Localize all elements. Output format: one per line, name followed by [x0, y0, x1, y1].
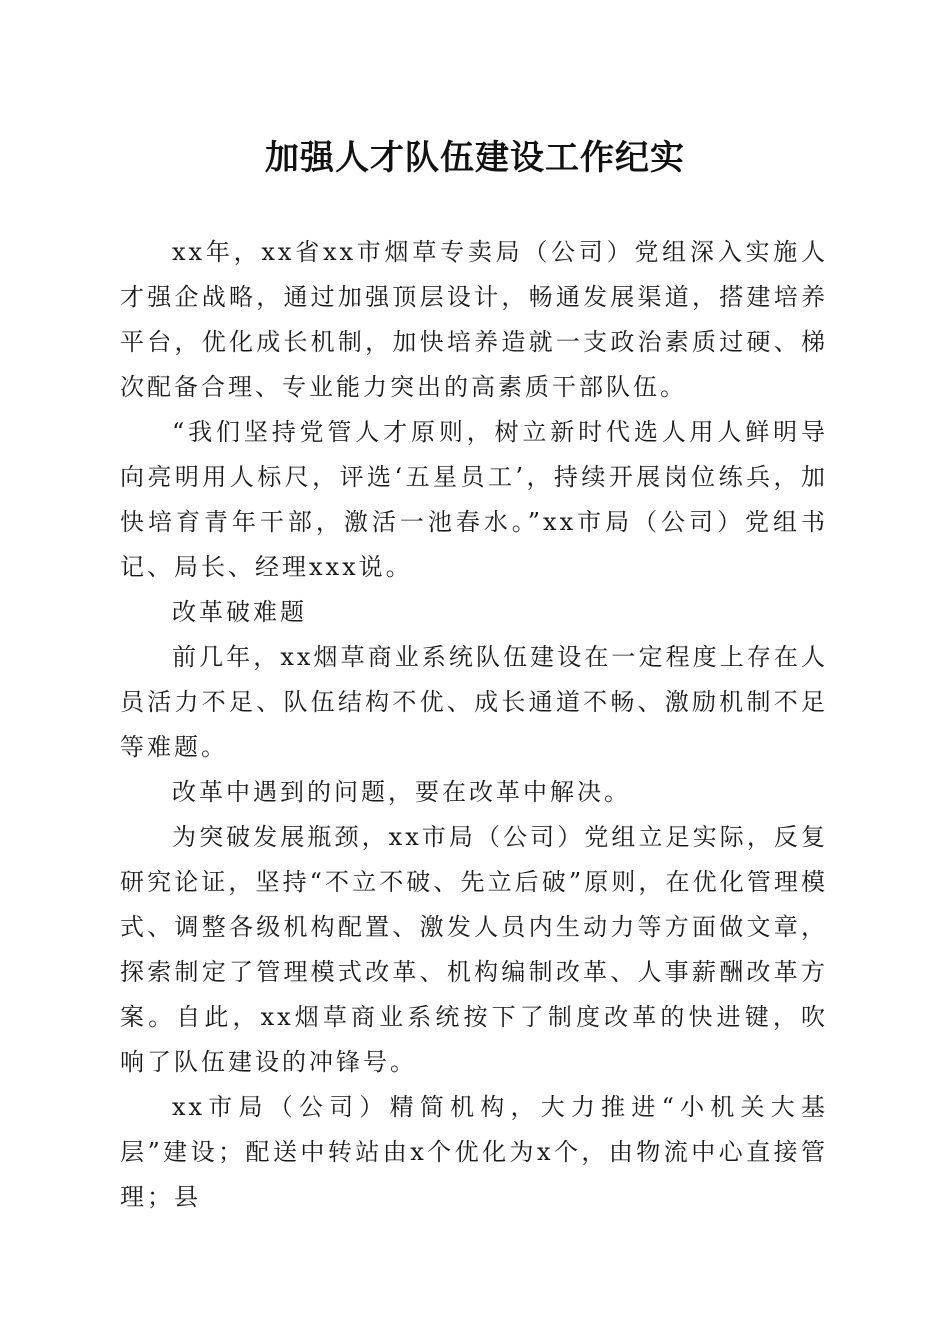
paragraph-breakthrough: 为突破发展瓶颈，xx市局（公司）党组立足实际，反复研究论证，坚持“不立不破、先立后破”原则，在优化管理模式、调整各级机构配置、激发人员内生动力等方面做文章，探索制定了管理模式改革、机构编制改革、人事薪酬改革方案。自此，xx烟草商业系统按下了制度改革的快进键，吹响了队伍建设的冲锋号。	[120, 823, 828, 1076]
paragraph-problems: 前几年，xx烟草商业系统队伍建设在一定程度上存在人员活力不足、队伍结构不优、成长通道不畅、激励机制不足等难题。	[120, 643, 828, 761]
section-heading: 改革破难题	[172, 598, 307, 626]
document-body	[120, 230, 828, 1220]
paragraph-intro: xx年，xx省xx市烟草专卖局（公司）党组深入实施人才强企战略，通过加强顶层设计，畅通发展渠道，搭建培养平台，优化成长机制，加快培养造就一支政治素质过硬、梯次配备合理、专业能力突出的高素质干部队伍。	[120, 238, 828, 401]
document-title: 加强人才队伍建设工作纪实	[265, 138, 685, 178]
paragraph-quote: “我们坚持党管人才原则，树立新时代选人用人鲜明导向亮明用人标尺，评选‘五星员工’，持续开展岗位练兵，加快培育青年干部，激活一池春水。”xx市局（公司）党组书记、局长、经理xxx说。	[120, 418, 828, 581]
paragraph-reform: 改革中遇到的问题，要在改革中解决。	[172, 778, 631, 806]
paragraph-streamline: xx市局（公司）精简机构，大力推进“小机关大基层”建设；配送中转站由x个优化为x个，由物流中心直接管理；县	[120, 1093, 828, 1211]
